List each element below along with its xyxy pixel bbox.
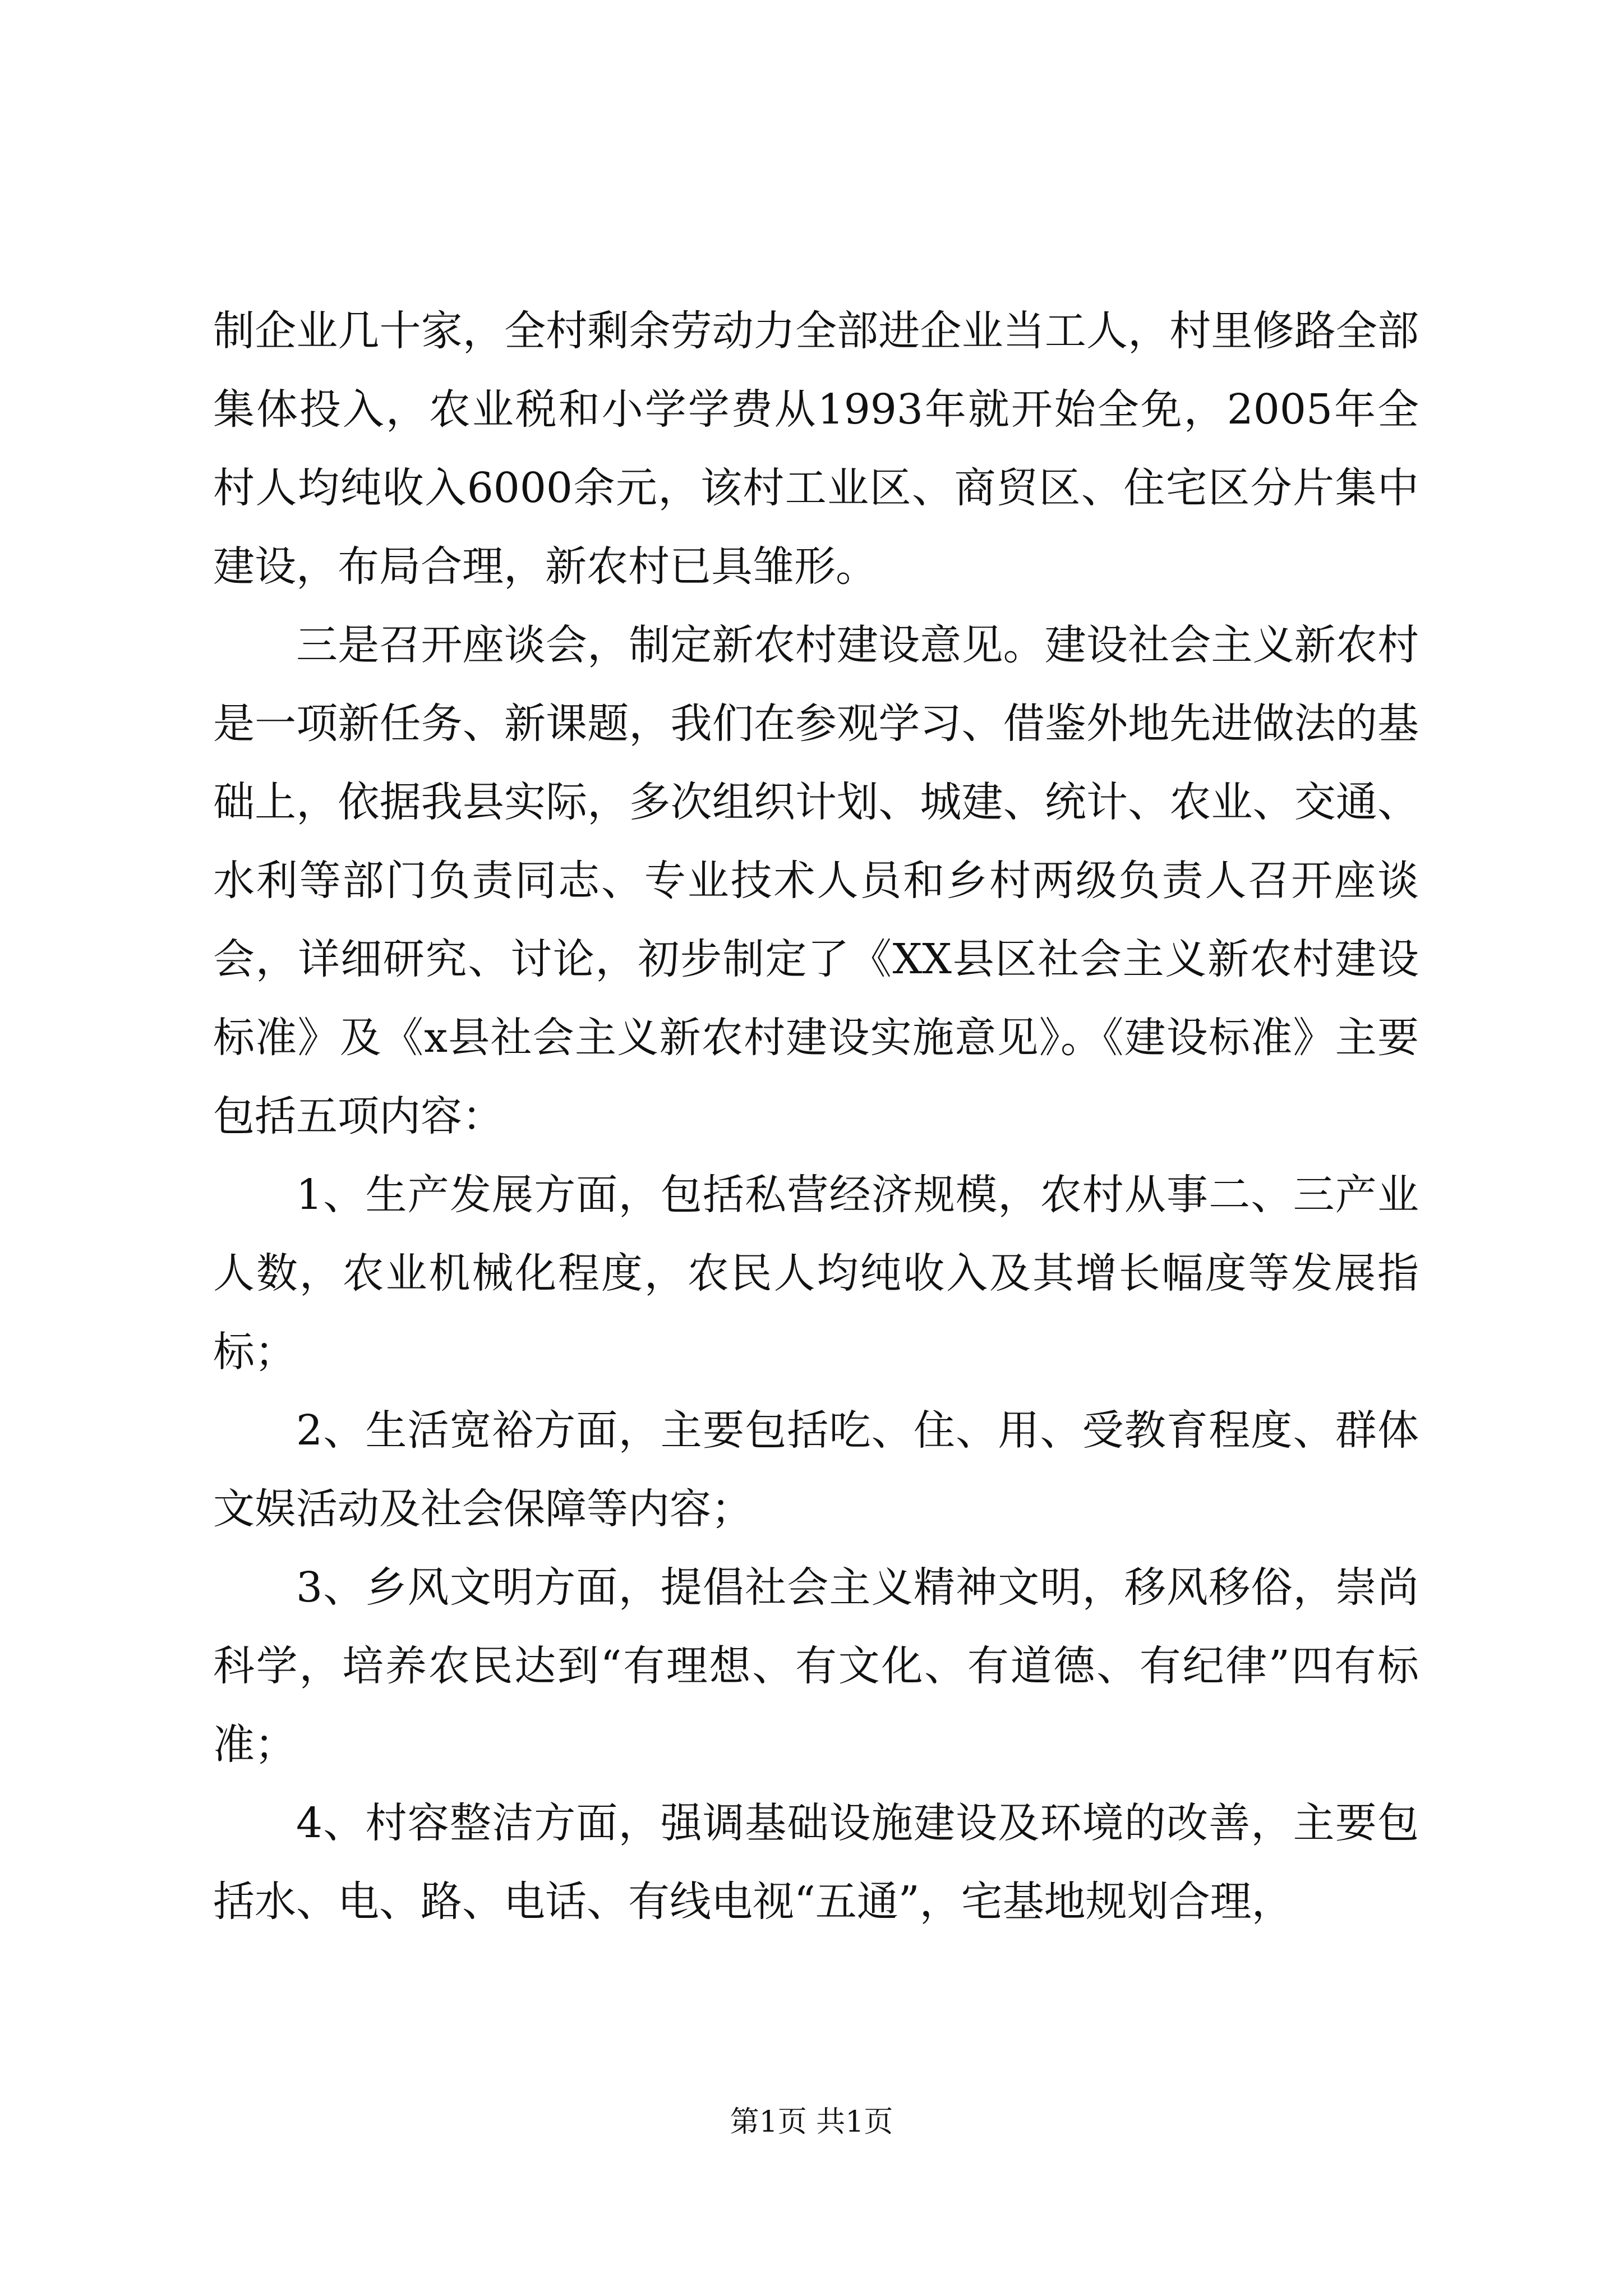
document-body (213, 292, 1419, 1941)
paragraph-item-2: 2、生活宽裕方面，主要包括吃、住、用、受教育程度、群体文娱活动及社会保障等内容； (213, 1406, 1419, 1533)
paragraph-item-1: 1、生产发展方面，包括私营经济规模，农村从事二、三产业人数，农业机械化程度，农民人均纯收入及其增长幅度等发展指标； (213, 1171, 1419, 1376)
paragraph-symposium: 三是召开座谈会，制定新农村建设意见。建设社会主义新农村是一项新任务、新课题，我们在参观学习、借鉴外地先进做法的基础上，依据我县实际，多次组织计划、城建、统计、农业、交通、水利等部门负责同志、专业技术人员和乡村两级负责人召开座谈会，详细研究、讨论，初步制定了《XX县区社会主义新农村建设标准》及《x县社会主义新农村建设实施意见》。《建设标准》主要包括五项内容： (213, 621, 1419, 1140)
paragraph-item-3: 3、乡风文明方面，提倡社会主义精神文明，移风移俗，崇尚科学，培养农民达到“有理想、有文化、有道德、有纪律”四有标准； (213, 1563, 1419, 1769)
paragraph-item-4: 4、村容整洁方面，强调基础设施建设及环境的改善，主要包括水、电、路、电话、有线电视“五通”，宅基地规划合理， (213, 1799, 1419, 1926)
page-footer: 第1页 共1页 (730, 2105, 893, 2139)
paragraph-continuation: 制企业几十家，全村剩余劳动力全部进企业当工人，村里修路全部集体投入，农业税和小学学费从1993年就开始全免，2005年全村人均纯收入6000余元，该村工业区、商贸区、住宅区分片集中建设，布局合理，新农村已具雏形。 (213, 307, 1419, 591)
